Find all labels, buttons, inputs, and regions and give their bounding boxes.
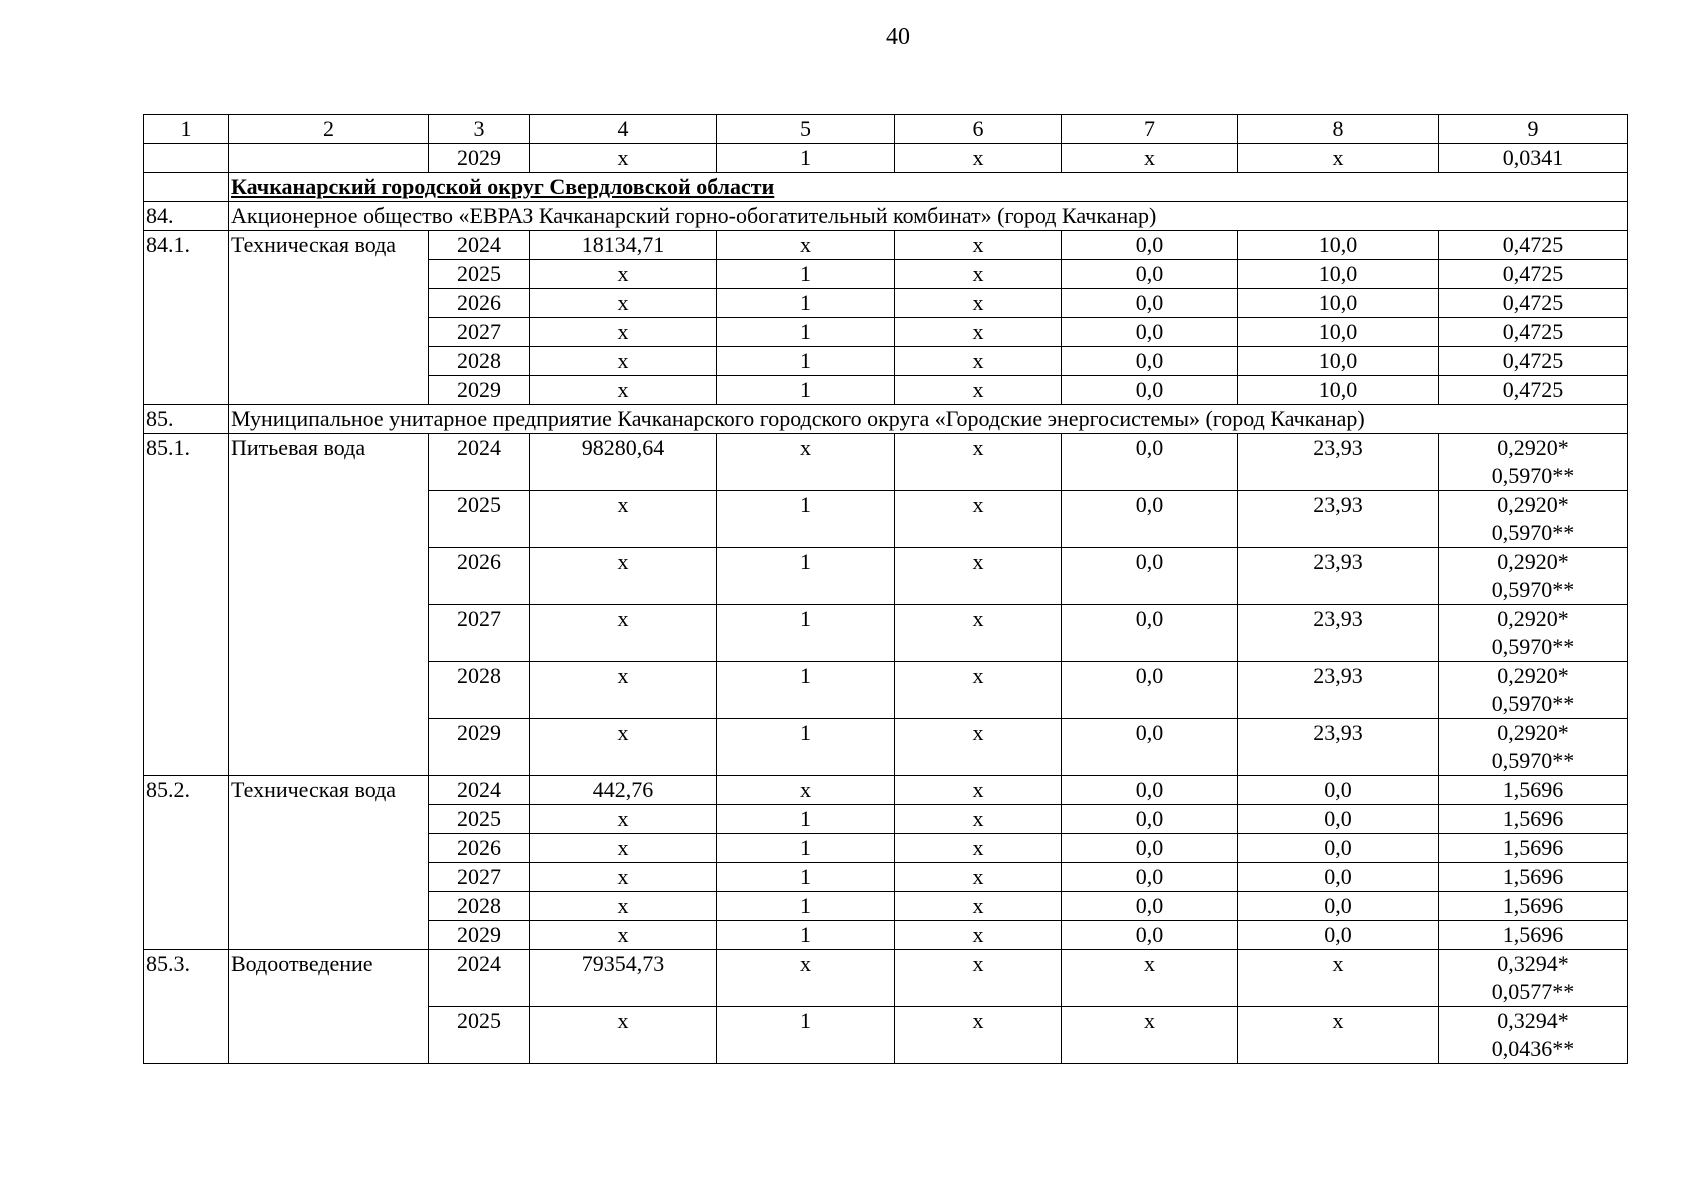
cell-c6: х bbox=[895, 231, 1062, 260]
cell-c8: 23,93 bbox=[1238, 662, 1439, 719]
cell-c6: х bbox=[895, 144, 1062, 173]
cell-year: 2025 bbox=[429, 491, 530, 548]
cell-c6: х bbox=[895, 289, 1062, 318]
cell-c5: 1 bbox=[717, 921, 895, 950]
cell-c9 bbox=[1439, 434, 1628, 491]
cell-c5: 1 bbox=[717, 376, 895, 405]
value-line-2: 0,0436** bbox=[1491, 1036, 1575, 1061]
value-line-2: 0,5970** bbox=[1491, 520, 1575, 545]
cell-c4: х bbox=[530, 144, 717, 173]
cell-name: Водоотведение bbox=[229, 950, 429, 1064]
cell-c7: 0,0 bbox=[1062, 260, 1238, 289]
cell-c8: 10,0 bbox=[1238, 260, 1439, 289]
cell-c8: 10,0 bbox=[1238, 376, 1439, 405]
cell-num bbox=[144, 173, 229, 202]
cell-c5: 1 bbox=[717, 662, 895, 719]
page-number: 40 bbox=[886, 24, 910, 50]
org-name: Муниципальное унитарное предприятие Качканарского городского округа «Городские энергосистемы» (город Качканар) bbox=[229, 405, 1628, 434]
table-row bbox=[144, 950, 1628, 1007]
cell-year: 2027 bbox=[429, 863, 530, 892]
cell-c6: х bbox=[895, 347, 1062, 376]
cell-c9: 0,0341 bbox=[1439, 144, 1628, 173]
cell-c6: х bbox=[895, 260, 1062, 289]
cell-c9: 0,4725 bbox=[1439, 231, 1628, 260]
cell-c9: 1,5696 bbox=[1439, 863, 1628, 892]
section-row bbox=[144, 173, 1628, 202]
cell-c9: 0,4725 bbox=[1439, 376, 1628, 405]
section-title-cell bbox=[229, 173, 1628, 202]
cell-c4: х bbox=[530, 376, 717, 405]
value-line-2: 0,5970** bbox=[1491, 748, 1575, 773]
section-title: Качканарский городской округ Свердловской области bbox=[231, 174, 775, 199]
cell-year: 2025 bbox=[429, 1007, 530, 1064]
cell-year: 2028 bbox=[429, 662, 530, 719]
cell-c5: 1 bbox=[717, 805, 895, 834]
cell-year: 2026 bbox=[429, 834, 530, 863]
column-header: 5 bbox=[717, 115, 895, 144]
cell-year: 2028 bbox=[429, 347, 530, 376]
tariff-table bbox=[143, 114, 1628, 1064]
cell-c7: х bbox=[1062, 1007, 1238, 1064]
cell-c6: х bbox=[895, 950, 1062, 1007]
cell-c7: 0,0 bbox=[1062, 805, 1238, 834]
cell-c4: х bbox=[530, 834, 717, 863]
cell-c8: 23,93 bbox=[1238, 605, 1439, 662]
cell-c8: 0,0 bbox=[1238, 892, 1439, 921]
cell-c9 bbox=[1439, 1007, 1628, 1064]
column-header: 2 bbox=[229, 115, 429, 144]
cell-c6: х bbox=[895, 863, 1062, 892]
cell-c7: 0,0 bbox=[1062, 776, 1238, 805]
org-row-85 bbox=[144, 405, 1628, 434]
cell-c9: 1,5696 bbox=[1439, 834, 1628, 863]
cell-c4: х bbox=[530, 548, 717, 605]
cell-c9 bbox=[1439, 548, 1628, 605]
cell-c5: 1 bbox=[717, 347, 895, 376]
cell-c8: х bbox=[1238, 950, 1439, 1007]
cell-c8: 10,0 bbox=[1238, 231, 1439, 260]
cell-c7: 0,0 bbox=[1062, 834, 1238, 863]
tariff-table-container bbox=[143, 114, 1627, 1064]
cell-c8: 10,0 bbox=[1238, 318, 1439, 347]
cell-c6: х bbox=[895, 834, 1062, 863]
cell-c4: х bbox=[530, 719, 717, 776]
cell-name: Техническая вода bbox=[229, 776, 429, 950]
cell-year: 2027 bbox=[429, 318, 530, 347]
value-line-2: 0,5970** bbox=[1491, 691, 1575, 716]
cell-year: 2024 bbox=[429, 950, 530, 1007]
cell-c8: 0,0 bbox=[1238, 863, 1439, 892]
cell-num: 85.2. bbox=[144, 776, 229, 950]
cell-name: Питьевая вода bbox=[229, 434, 429, 776]
cell-c7: 0,0 bbox=[1062, 662, 1238, 719]
cell-c5: 1 bbox=[717, 605, 895, 662]
cell-name: Техническая вода bbox=[229, 231, 429, 405]
cell-c7: 0,0 bbox=[1062, 289, 1238, 318]
cell-c4: х bbox=[530, 892, 717, 921]
cell-c6: х bbox=[895, 662, 1062, 719]
cell-c6: х bbox=[895, 776, 1062, 805]
cell-c7: 0,0 bbox=[1062, 719, 1238, 776]
cell-c4: х bbox=[530, 318, 717, 347]
value-line-2: 0,5970** bbox=[1491, 577, 1575, 602]
cell-c4: 442,76 bbox=[530, 776, 717, 805]
cell-c6: х bbox=[895, 921, 1062, 950]
cell-c4: х bbox=[530, 347, 717, 376]
org-row-84 bbox=[144, 202, 1628, 231]
cell-c9 bbox=[1439, 605, 1628, 662]
cell-c5: х bbox=[717, 231, 895, 260]
cell-c4: х bbox=[530, 921, 717, 950]
cell-c4: х bbox=[530, 805, 717, 834]
cell-year: 2025 bbox=[429, 260, 530, 289]
cell-year: 2024 bbox=[429, 231, 530, 260]
column-header: 3 bbox=[429, 115, 530, 144]
org-num: 84. bbox=[144, 202, 229, 231]
value-line-1: 0,2920* bbox=[1497, 720, 1569, 745]
column-header: 7 bbox=[1062, 115, 1238, 144]
cell-c7: 0,0 bbox=[1062, 231, 1238, 260]
column-header: 6 bbox=[895, 115, 1062, 144]
column-header: 4 bbox=[530, 115, 717, 144]
value-line-1: 0,2920* bbox=[1497, 492, 1569, 517]
cell-year: 2026 bbox=[429, 289, 530, 318]
table-row bbox=[144, 144, 1628, 173]
cell-c8: 10,0 bbox=[1238, 347, 1439, 376]
value-line-1: 0,3294* bbox=[1497, 951, 1569, 976]
cell-c6: х bbox=[895, 548, 1062, 605]
cell-c8: 23,93 bbox=[1238, 491, 1439, 548]
cell-c9: 1,5696 bbox=[1439, 921, 1628, 950]
column-header: 1 bbox=[144, 115, 229, 144]
cell-num: 85.1. bbox=[144, 434, 229, 776]
value-line-1: 0,2920* bbox=[1497, 435, 1569, 460]
cell-year: 2029 bbox=[429, 921, 530, 950]
cell-c6: х bbox=[895, 318, 1062, 347]
cell-c5: 1 bbox=[717, 719, 895, 776]
cell-c9 bbox=[1439, 950, 1628, 1007]
table-row bbox=[144, 434, 1628, 491]
cell-year: 2029 bbox=[429, 376, 530, 405]
cell-year: 2029 bbox=[429, 719, 530, 776]
value-line-1: 0,2920* bbox=[1497, 663, 1569, 688]
cell-c4: х bbox=[530, 260, 717, 289]
cell-c5: 1 bbox=[717, 260, 895, 289]
cell-c8: х bbox=[1238, 1007, 1439, 1064]
cell-num: 84.1. bbox=[144, 231, 229, 405]
cell-c9: 0,4725 bbox=[1439, 318, 1628, 347]
cell-c5: х bbox=[717, 950, 895, 1007]
cell-c9: 0,4725 bbox=[1439, 289, 1628, 318]
value-line-1: 0,2920* bbox=[1497, 549, 1569, 574]
cell-c9: 0,4725 bbox=[1439, 347, 1628, 376]
value-line-2: 0,5970** bbox=[1491, 463, 1575, 488]
cell-c9 bbox=[1439, 662, 1628, 719]
cell-c9 bbox=[1439, 719, 1628, 776]
table-row bbox=[144, 776, 1628, 805]
cell-year: 2029 bbox=[429, 144, 530, 173]
cell-c4: х bbox=[530, 1007, 717, 1064]
column-header: 9 bbox=[1439, 115, 1628, 144]
value-line-2: 0,0577** bbox=[1491, 979, 1575, 1004]
cell-year: 2026 bbox=[429, 548, 530, 605]
cell-c5: 1 bbox=[717, 318, 895, 347]
value-line-2: 0,5970** bbox=[1491, 634, 1575, 659]
cell-c8: 0,0 bbox=[1238, 805, 1439, 834]
cell-c4: х bbox=[530, 289, 717, 318]
cell-c7: 0,0 bbox=[1062, 892, 1238, 921]
cell-c4: х bbox=[530, 863, 717, 892]
cell-c4: 79354,73 bbox=[530, 950, 717, 1007]
cell-c5: 1 bbox=[717, 892, 895, 921]
value-line-1: 0,2920* bbox=[1497, 606, 1569, 631]
cell-num bbox=[144, 144, 229, 173]
cell-year: 2024 bbox=[429, 776, 530, 805]
cell-year: 2025 bbox=[429, 805, 530, 834]
value-line-1: 0,3294* bbox=[1497, 1008, 1569, 1033]
org-name: Акционерное общество «ЕВРАЗ Качканарский горно-обогатительный комбинат» (город Качканар) bbox=[229, 202, 1628, 231]
cell-c4: 98280,64 bbox=[530, 434, 717, 491]
cell-name bbox=[229, 144, 429, 173]
cell-num: 85.3. bbox=[144, 950, 229, 1064]
cell-c6: х bbox=[895, 805, 1062, 834]
cell-c7: 0,0 bbox=[1062, 605, 1238, 662]
cell-c7: 0,0 bbox=[1062, 548, 1238, 605]
cell-c6: х bbox=[895, 719, 1062, 776]
cell-c4: 18134,71 bbox=[530, 231, 717, 260]
cell-c8: 23,93 bbox=[1238, 719, 1439, 776]
cell-c5: х bbox=[717, 434, 895, 491]
cell-c8: 10,0 bbox=[1238, 289, 1439, 318]
cell-c8: 0,0 bbox=[1238, 921, 1439, 950]
cell-c6: х bbox=[895, 491, 1062, 548]
cell-c7: 0,0 bbox=[1062, 434, 1238, 491]
cell-c4: х bbox=[530, 605, 717, 662]
cell-c5: 1 bbox=[717, 289, 895, 318]
cell-c5: х bbox=[717, 776, 895, 805]
cell-c5: 1 bbox=[717, 834, 895, 863]
cell-c7: 0,0 bbox=[1062, 863, 1238, 892]
cell-c5: 1 bbox=[717, 144, 895, 173]
cell-c7: 0,0 bbox=[1062, 347, 1238, 376]
table-body bbox=[144, 115, 1628, 1064]
cell-c8: 23,93 bbox=[1238, 434, 1439, 491]
cell-c7: 0,0 bbox=[1062, 318, 1238, 347]
cell-c5: 1 bbox=[717, 863, 895, 892]
cell-c5: 1 bbox=[717, 491, 895, 548]
cell-c8: х bbox=[1238, 144, 1439, 173]
cell-year: 2024 bbox=[429, 434, 530, 491]
cell-c8: 0,0 bbox=[1238, 776, 1439, 805]
cell-c7: х bbox=[1062, 950, 1238, 1007]
cell-year: 2027 bbox=[429, 605, 530, 662]
cell-c6: х bbox=[895, 1007, 1062, 1064]
cell-c5: 1 bbox=[717, 548, 895, 605]
column-header: 8 bbox=[1238, 115, 1439, 144]
cell-c4: х bbox=[530, 491, 717, 548]
cell-c7: 0,0 bbox=[1062, 491, 1238, 548]
cell-c6: х bbox=[895, 434, 1062, 491]
cell-c7: х bbox=[1062, 144, 1238, 173]
cell-c9: 1,5696 bbox=[1439, 776, 1628, 805]
column-number-row bbox=[144, 115, 1628, 144]
cell-c9: 1,5696 bbox=[1439, 805, 1628, 834]
cell-c8: 0,0 bbox=[1238, 834, 1439, 863]
cell-c9: 1,5696 bbox=[1439, 892, 1628, 921]
cell-c9 bbox=[1439, 491, 1628, 548]
cell-c7: 0,0 bbox=[1062, 376, 1238, 405]
cell-c6: х bbox=[895, 605, 1062, 662]
cell-c8: 23,93 bbox=[1238, 548, 1439, 605]
cell-c6: х bbox=[895, 892, 1062, 921]
cell-c7: 0,0 bbox=[1062, 921, 1238, 950]
cell-year: 2028 bbox=[429, 892, 530, 921]
cell-c4: х bbox=[530, 662, 717, 719]
cell-c5: 1 bbox=[717, 1007, 895, 1064]
org-num: 85. bbox=[144, 405, 229, 434]
cell-c9: 0,4725 bbox=[1439, 260, 1628, 289]
table-row bbox=[144, 231, 1628, 260]
cell-c6: х bbox=[895, 376, 1062, 405]
